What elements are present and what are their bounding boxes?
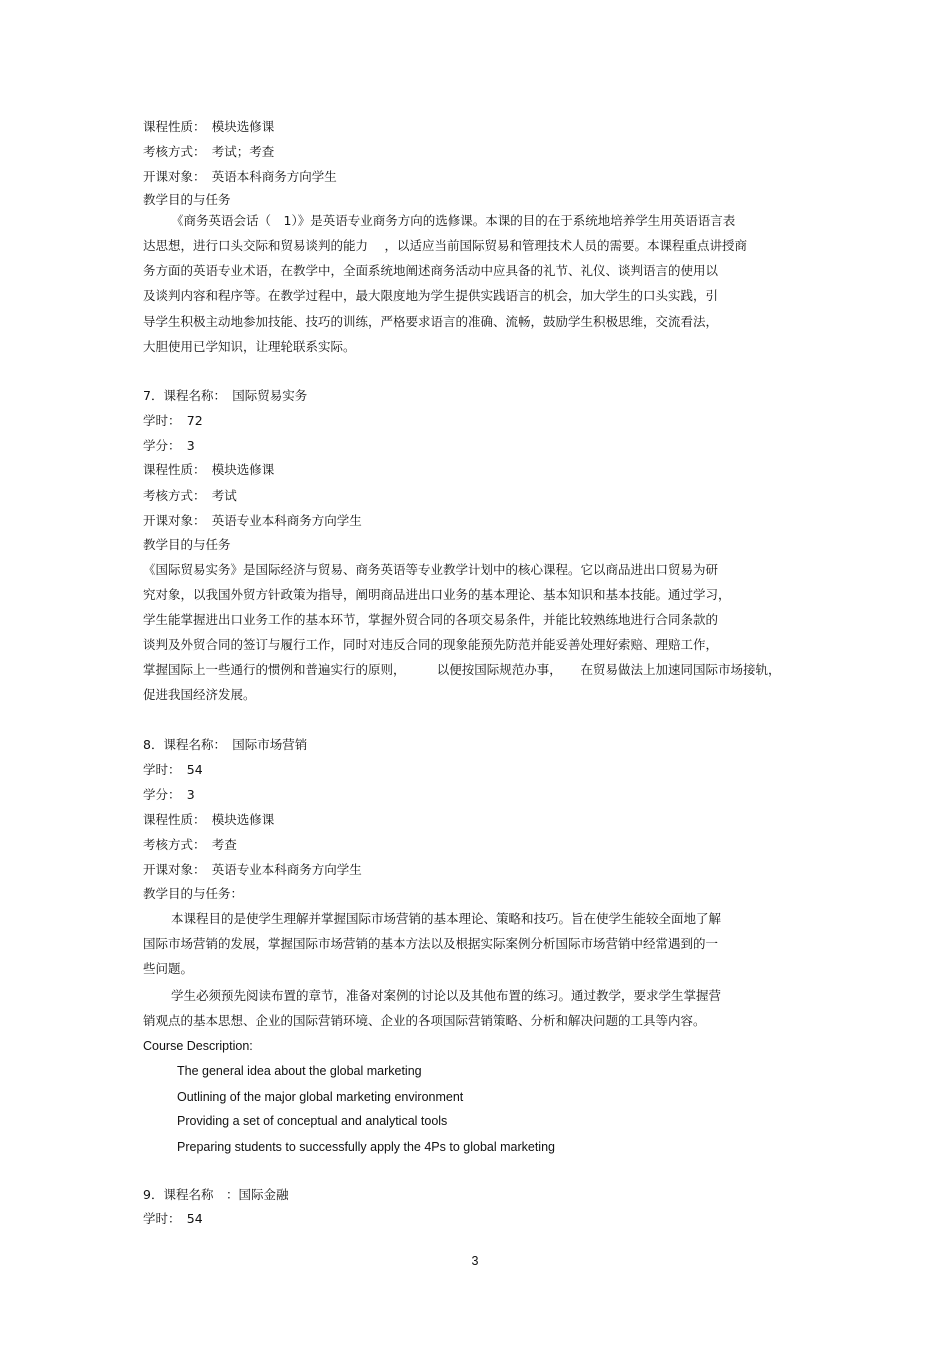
page-number: 3 xyxy=(471,1254,479,1268)
course-title: 7．课程名称： 国际贸易实务 xyxy=(143,388,308,403)
goal-line: 些问题。 xyxy=(143,961,194,976)
course-credits: 学分： 3 xyxy=(143,438,195,453)
course-description-item: Outlining of the major global marketing environment xyxy=(177,1090,464,1104)
goal-line: 促进我国经济发展。 xyxy=(143,687,256,702)
course-hours: 学时： 54 xyxy=(143,1211,203,1226)
goal-line: 本课程目的是使学生理解并掌握国际市场营销的基本理论、策略和技巧。旨在使学生能较全面地了解 xyxy=(171,911,722,926)
goal-heading: 教学目的与任务 xyxy=(143,537,231,552)
course-hours: 学时： 54 xyxy=(143,762,203,777)
course-title: 9．课程名称 ：国际金融 xyxy=(143,1187,289,1202)
course-audience: 开课对象： 英语专业本科商务方向学生 xyxy=(143,862,362,877)
course-nature: 课程性质： 模块选修课 xyxy=(143,812,275,827)
goal-line: 国际市场营销的发展，掌握国际市场营销的基本方法以及根据实际案例分析国际市场营销中经常遇到的一 xyxy=(143,936,719,951)
goal-heading: 教学目的与任务 xyxy=(143,192,231,207)
course-nature: 课程性质： 模块选修课 xyxy=(143,462,275,477)
goal-heading: 教学目的与任务： xyxy=(143,886,244,901)
goal-line: 及谈判内容和程序等。在教学过程中，最大限度地为学生提供实践语言的机会，加大学生的口头实践，引 xyxy=(143,288,719,303)
exam-method: 考核方式： 考查 xyxy=(143,837,237,852)
course-description-heading: Course Description: xyxy=(143,1039,253,1053)
goal-line: 《商务英语会话（ 1）》是英语专业商务方向的选修课。本课的目的在于系统地培养学生用英语语言表 xyxy=(171,213,736,228)
course-nature: 课程性质： 模块选修课 xyxy=(143,119,275,134)
goal-line: 《国际贸易实务》是国际经济与贸易、商务英语等专业教学计划中的核心课程。它以商品进出口贸易为研 xyxy=(143,562,719,577)
goal-line: 学生必须预先阅读布置的章节，准备对案例的讨论以及其他布置的练习。通过教学，要求学生掌握营 xyxy=(171,988,722,1003)
goal-line: 销观点的基本思想、企业的国际营销环境、企业的各项国际营销策略、分析和解决问题的工具等内容。 xyxy=(143,1013,706,1028)
goal-line: 达思想，进行口头交际和贸易谈判的能力 ，以适应当前国际贸易和管理技术人员的需要。本课程重点讲授商 xyxy=(143,238,747,253)
goal-line: 大胆使用已学知识，让理轮联系实际。 xyxy=(143,339,356,354)
course-audience: 开课对象： 英语本科商务方向学生 xyxy=(143,169,337,184)
goal-line: 学生能掌握进出口业务工作的基本环节，掌握外贸合同的各项交易条件，并能比较熟练地进行合同条款的 xyxy=(143,612,719,627)
course-description-item: The general idea about the global marketing xyxy=(177,1064,422,1078)
goal-line: 掌握国际上一些通行的惯例和普遍实行的原则， 以便按国际规范办事， 在贸易做法上加速同国际市场接轨， xyxy=(143,662,781,677)
goal-line: 导学生积极主动地参加技能、技巧的训练，严格要求语言的准确、流畅，鼓励学生积极思维，交流看法， xyxy=(143,314,719,329)
course-credits: 学分： 3 xyxy=(143,787,195,802)
exam-method: 考核方式： 考试 xyxy=(143,488,237,503)
goal-line: 谈判及外贸合同的签订与履行工作，同时对违反合同的现象能预先防范并能妥善处理好索赔、理赔工作， xyxy=(143,637,719,652)
goal-line: 究对象，以我国外贸方针政策为指导，阐明商品进出口业务的基本理论、基本知识和基本技能。通过学习， xyxy=(143,587,731,602)
course-hours: 学时： 72 xyxy=(143,413,203,428)
course-description-item: Preparing students to successfully apply the 4Ps to global marketing xyxy=(177,1140,555,1154)
course-description-item: Providing a set of conceptual and analytical tools xyxy=(177,1114,448,1128)
exam-method: 考核方式： 考试；考查 xyxy=(143,144,275,159)
goal-line: 务方面的英语专业术语，在教学中，全面系统地阐述商务活动中应具备的礼节、礼仪、谈判语言的使用以 xyxy=(143,263,719,278)
course-audience: 开课对象： 英语专业本科商务方向学生 xyxy=(143,513,362,528)
course-title: 8．课程名称： 国际市场营销 xyxy=(143,737,308,752)
